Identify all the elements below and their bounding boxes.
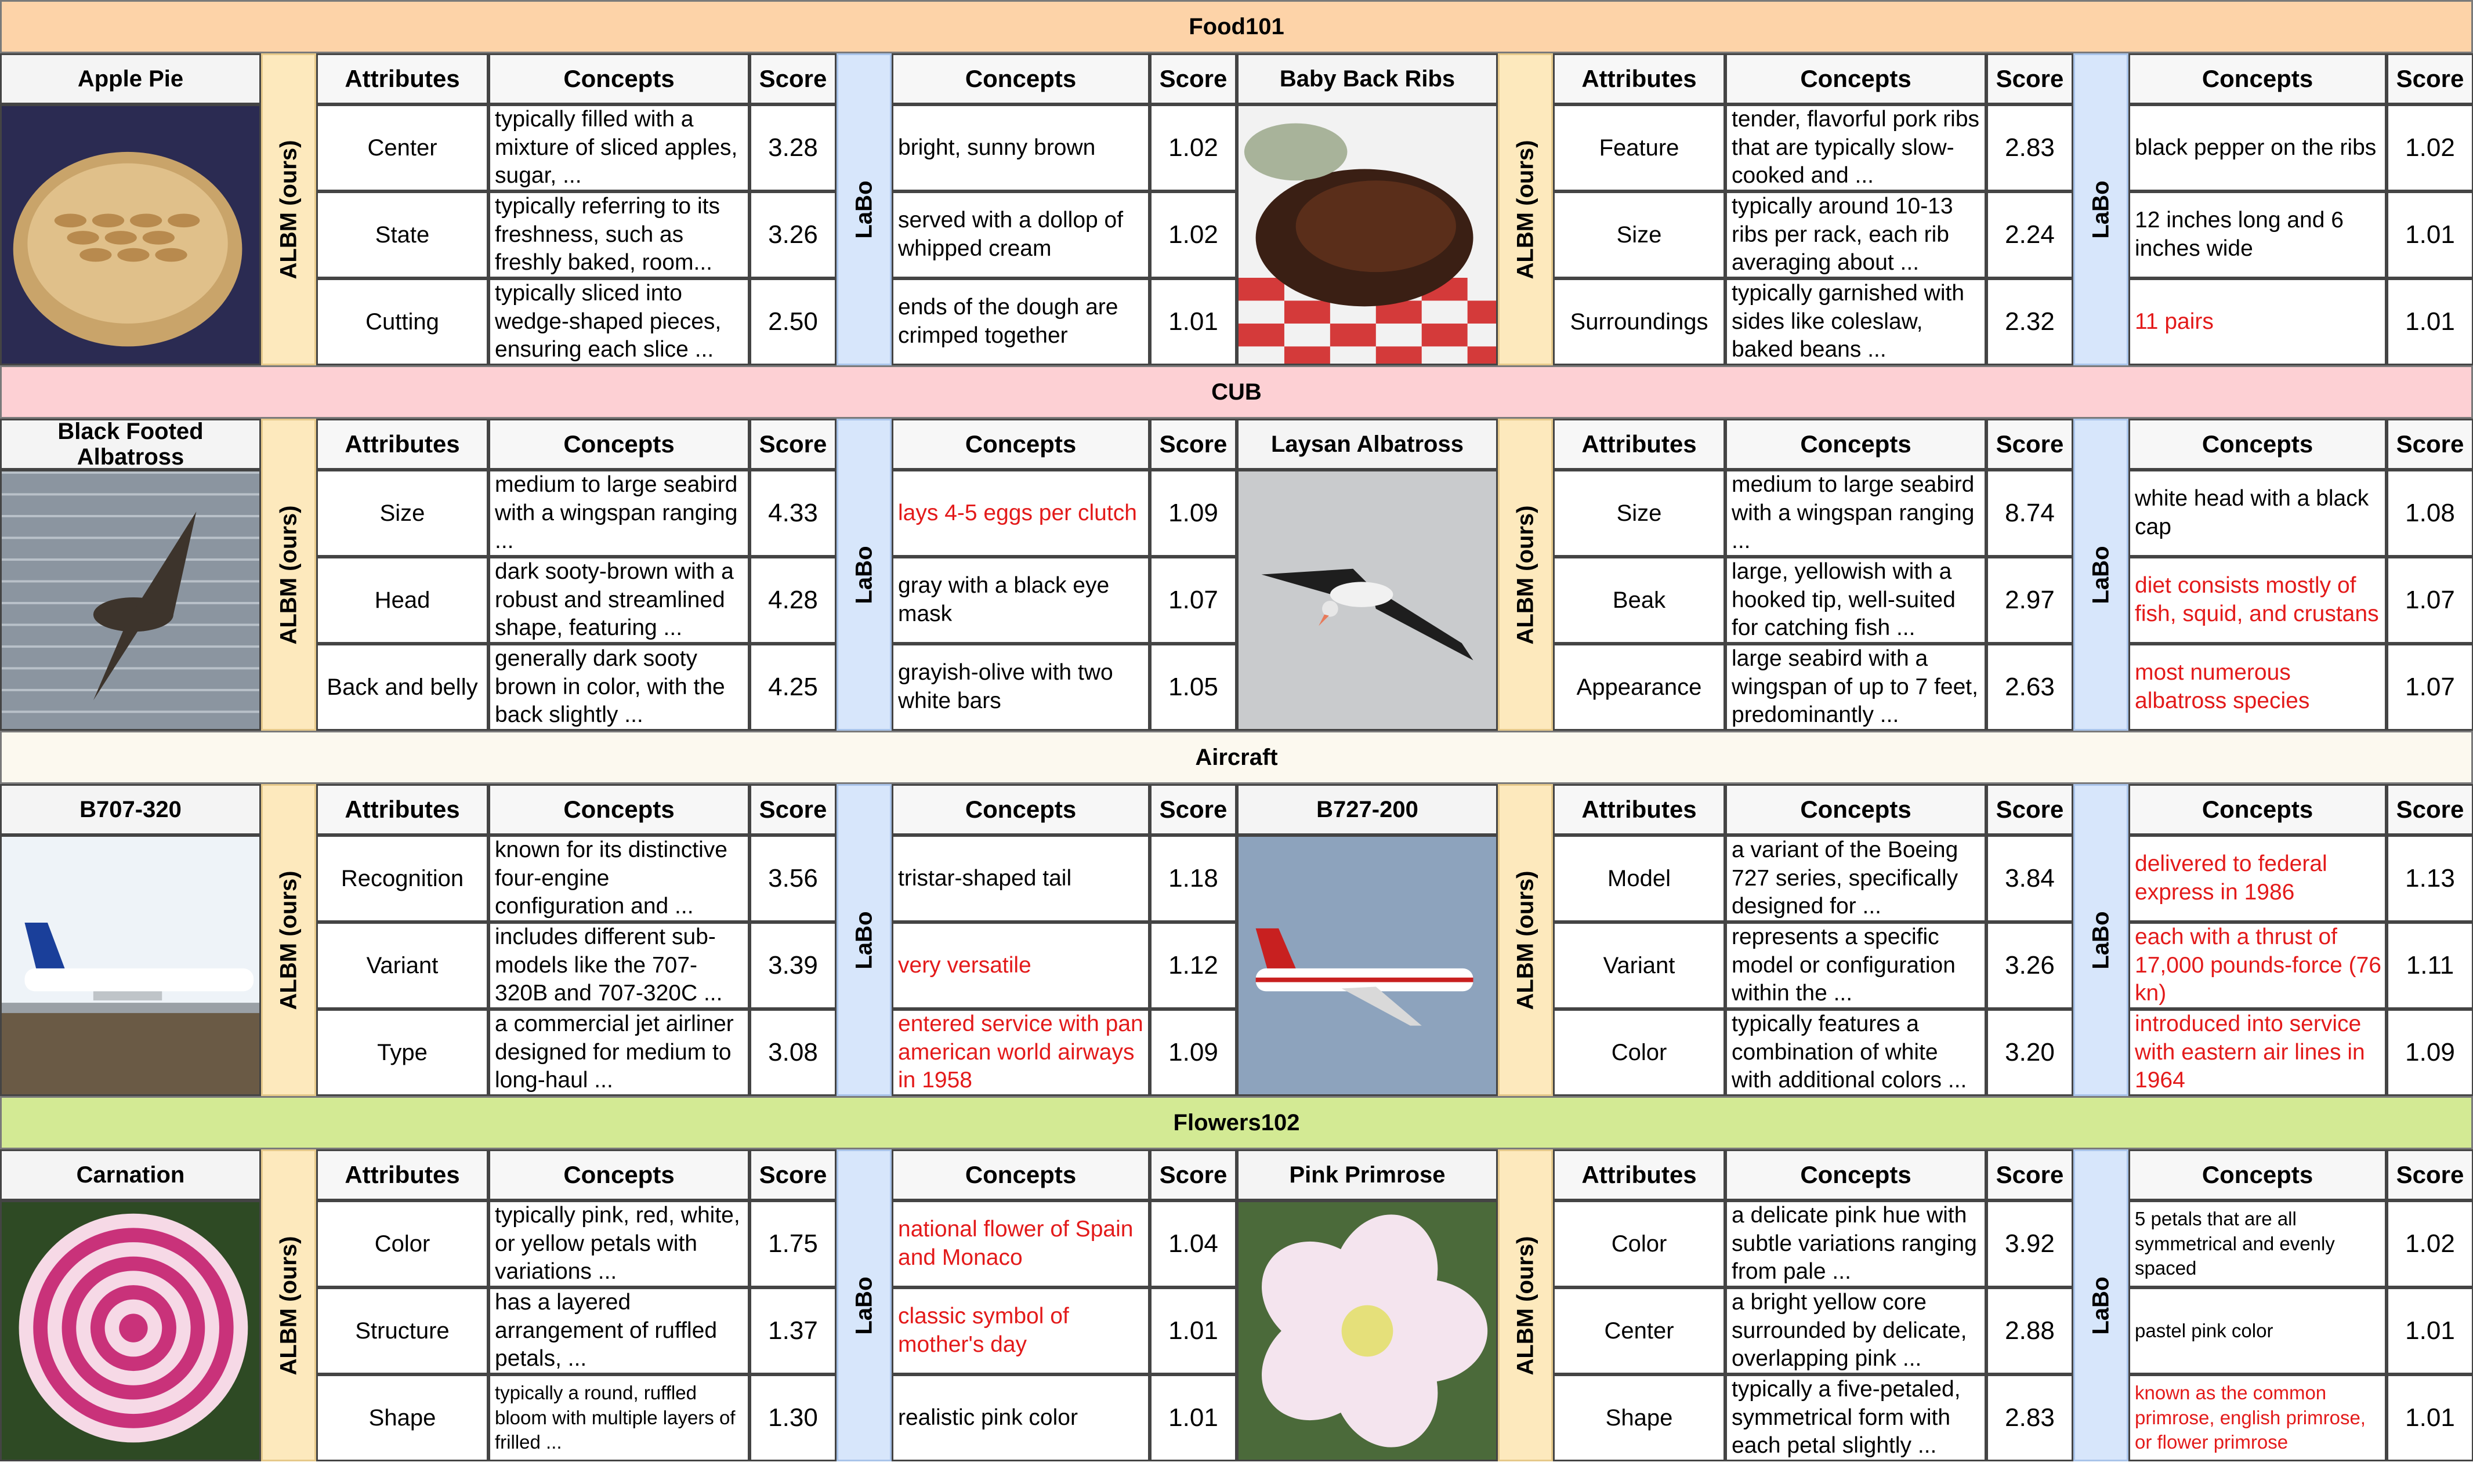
albm-score-cell: 2.24 bbox=[1986, 191, 2073, 278]
attribute-cell: Model bbox=[1553, 835, 1725, 922]
albm-label: ALBM (ours) bbox=[1512, 505, 1538, 644]
albm-score-cell: 8.74 bbox=[1986, 470, 2073, 557]
attributes-header: Attributes bbox=[316, 419, 488, 470]
labo-concepts-header: Concepts bbox=[2128, 1149, 2387, 1200]
labo-score-cell: 1.02 bbox=[1150, 104, 1237, 191]
albm-score-cell: 3.26 bbox=[749, 191, 837, 278]
image-name: Black Footed Albatross bbox=[0, 419, 261, 470]
labo-concept-cell: pastel pink color bbox=[2128, 1287, 2387, 1374]
b727-200-photo bbox=[1237, 835, 1498, 1096]
labo-concepts-header: Concepts bbox=[2128, 53, 2387, 104]
concepts-header: Concepts bbox=[488, 419, 749, 470]
labo-strip bbox=[2073, 419, 2128, 731]
labo-score-cell: 1.05 bbox=[1150, 644, 1237, 731]
albm-concept-cell: a commercial jet airliner designed for medium to long-haul ... bbox=[488, 1009, 749, 1096]
labo-strip bbox=[2073, 784, 2128, 1096]
attribute-cell: Variant bbox=[316, 922, 488, 1009]
labo-score-cell: 1.04 bbox=[1150, 1200, 1237, 1287]
attribute-cell: Size bbox=[1553, 470, 1725, 557]
baby-back-ribs-photo bbox=[1237, 104, 1498, 365]
albm-concept-cell: generally dark sooty brown in color, with the back slightly ... bbox=[488, 644, 749, 731]
labo-concept-cell: 11 pairs bbox=[2128, 278, 2387, 365]
attribute-cell: Center bbox=[316, 104, 488, 191]
attributes-header: Attributes bbox=[1553, 53, 1725, 104]
albm-concept-cell: represents a specific model or configuration within the ... bbox=[1725, 922, 1986, 1009]
labo-concept-cell: classic symbol of mother's day bbox=[892, 1287, 1150, 1374]
attribute-cell: Structure bbox=[316, 1287, 488, 1374]
albm-strip bbox=[261, 784, 316, 1096]
albm-score-cell: 2.63 bbox=[1986, 644, 2073, 731]
albm-strip bbox=[261, 419, 316, 731]
albm-score-cell: 3.20 bbox=[1986, 1009, 2073, 1096]
albm-concept-cell: typically a round, ruffled bloom with multiple layers of frilled ... bbox=[488, 1374, 749, 1461]
labo-score-cell: 1.01 bbox=[2387, 191, 2473, 278]
b707-320-photo bbox=[0, 835, 261, 1096]
albm-score-cell: 2.83 bbox=[1986, 1374, 2073, 1461]
labo-concept-cell: gray with a black eye mask bbox=[892, 557, 1150, 644]
attributes-header: Attributes bbox=[1553, 419, 1725, 470]
albm-label: ALBM (ours) bbox=[1512, 1236, 1538, 1375]
albm-concept-cell: tender, flavorful pork ribs that are typically slow-cooked and ... bbox=[1725, 104, 1986, 191]
albm-score-cell: 3.28 bbox=[749, 104, 837, 191]
albm-label: ALBM (ours) bbox=[276, 870, 301, 1010]
albm-score-cell: 3.39 bbox=[749, 922, 837, 1009]
labo-concept-cell: delivered to federal express in 1986 bbox=[2128, 835, 2387, 922]
labo-score-cell: 1.07 bbox=[2387, 644, 2473, 731]
albm-concept-cell: a variant of the Boeing 727 series, specifically designed for ... bbox=[1725, 835, 1986, 922]
labo-score-cell: 1.02 bbox=[2387, 104, 2473, 191]
image-name: Apple Pie bbox=[0, 53, 261, 104]
attribute-cell: Center bbox=[1553, 1287, 1725, 1374]
labo-label: LaBo bbox=[851, 911, 877, 969]
attribute-cell: Back and belly bbox=[316, 644, 488, 731]
attribute-cell: Variant bbox=[1553, 922, 1725, 1009]
attribute-cell: Surroundings bbox=[1553, 278, 1725, 365]
attribute-cell: Feature bbox=[1553, 104, 1725, 191]
albm-concept-cell: large, yellowish with a hooked tip, well-suited for catching fish ... bbox=[1725, 557, 1986, 644]
albm-strip bbox=[1498, 53, 1553, 365]
albm-concept-cell: includes different sub-models like the 707-320B and 707-320C ... bbox=[488, 922, 749, 1009]
albm-concept-cell: typically referring to its freshness, such as freshly baked, room... bbox=[488, 191, 749, 278]
labo-concept-cell: introduced into service with eastern air lines in 1964 bbox=[2128, 1009, 2387, 1096]
image-name: Carnation bbox=[0, 1149, 261, 1200]
labo-score-header: Score bbox=[1150, 1149, 1237, 1200]
labo-strip bbox=[837, 419, 892, 731]
albm-score-cell: 3.92 bbox=[1986, 1200, 2073, 1287]
attribute-cell: Head bbox=[316, 557, 488, 644]
albm-concept-cell: known for its distinctive four-engine configuration and ... bbox=[488, 835, 749, 922]
labo-concept-cell: served with a dollop of whipped cream bbox=[892, 191, 1150, 278]
labo-label: LaBo bbox=[2088, 1276, 2113, 1334]
carnation-photo bbox=[0, 1200, 261, 1461]
labo-score-cell: 1.09 bbox=[2387, 1009, 2473, 1096]
labo-score-cell: 1.02 bbox=[2387, 1200, 2473, 1287]
labo-label: LaBo bbox=[851, 546, 877, 604]
albm-score-cell: 3.56 bbox=[749, 835, 837, 922]
albm-concept-cell: a bright yellow core surrounded by delicate, overlapping pink ... bbox=[1725, 1287, 1986, 1374]
image-name: B707-320 bbox=[0, 784, 261, 835]
attributes-header: Attributes bbox=[1553, 1149, 1725, 1200]
labo-concept-cell: very versatile bbox=[892, 922, 1150, 1009]
labo-score-header: Score bbox=[2387, 784, 2473, 835]
albm-concept-cell: typically sliced into wedge-shaped pieces, ensuring each slice ... bbox=[488, 278, 749, 365]
labo-score-header: Score bbox=[2387, 53, 2473, 104]
albm-concept-cell: typically features a combination of white with additional colors ... bbox=[1725, 1009, 1986, 1096]
section-band-1: CUB bbox=[0, 365, 2473, 419]
albm-concept-cell: typically a five-petaled, symmetrical form with each petal slightly ... bbox=[1725, 1374, 1986, 1461]
albm-score-cell: 2.83 bbox=[1986, 104, 2073, 191]
score-header: Score bbox=[1986, 419, 2073, 470]
labo-label: LaBo bbox=[2088, 911, 2113, 969]
labo-label: LaBo bbox=[851, 180, 877, 238]
labo-label: LaBo bbox=[2088, 180, 2113, 238]
labo-score-cell: 1.09 bbox=[1150, 1009, 1237, 1096]
score-header: Score bbox=[749, 419, 837, 470]
albm-label: ALBM (ours) bbox=[276, 1236, 301, 1375]
albm-concept-cell: a delicate pink hue with subtle variations ranging from pale ... bbox=[1725, 1200, 1986, 1287]
labo-label: LaBo bbox=[851, 1276, 877, 1334]
attribute-cell: Appearance bbox=[1553, 644, 1725, 731]
albm-label: ALBM (ours) bbox=[1512, 140, 1538, 279]
section-band-3: Flowers102 bbox=[0, 1096, 2473, 1149]
albm-concept-cell: large seabird with a wingspan of up to 7 feet, predominantly ... bbox=[1725, 644, 1986, 731]
concepts-header: Concepts bbox=[488, 53, 749, 104]
albm-concept-cell: typically garnished with sides like coleslaw, baked beans ... bbox=[1725, 278, 1986, 365]
labo-concept-cell: entered service with pan american world airways in 1958 bbox=[892, 1009, 1150, 1096]
laysan-albatross-photo bbox=[1237, 470, 1498, 731]
attribute-cell: Color bbox=[1553, 1200, 1725, 1287]
labo-strip bbox=[837, 1149, 892, 1461]
labo-concept-cell: known as the common primrose, english primrose, or flower primrose bbox=[2128, 1374, 2387, 1461]
labo-concept-cell: 5 petals that are all symmetrical and evenly spaced bbox=[2128, 1200, 2387, 1287]
albm-score-cell: 3.08 bbox=[749, 1009, 837, 1096]
albm-label: ALBM (ours) bbox=[1512, 870, 1538, 1010]
attribute-cell: Cutting bbox=[316, 278, 488, 365]
image-name: Laysan Albatross bbox=[1237, 419, 1498, 470]
labo-concept-cell: most numerous albatross species bbox=[2128, 644, 2387, 731]
labo-concept-cell: national flower of Spain and Monaco bbox=[892, 1200, 1150, 1287]
albm-label: ALBM (ours) bbox=[276, 140, 301, 279]
labo-score-cell: 1.07 bbox=[1150, 557, 1237, 644]
labo-score-header: Score bbox=[1150, 784, 1237, 835]
attributes-header: Attributes bbox=[316, 784, 488, 835]
black-footed-albatross-photo bbox=[0, 470, 261, 731]
labo-strip bbox=[2073, 1149, 2128, 1461]
attribute-cell: Type bbox=[316, 1009, 488, 1096]
labo-concepts-header: Concepts bbox=[892, 784, 1150, 835]
labo-score-cell: 1.01 bbox=[1150, 1374, 1237, 1461]
attributes-header: Attributes bbox=[316, 1149, 488, 1200]
labo-concept-cell: lays 4-5 eggs per clutch bbox=[892, 470, 1150, 557]
score-header: Score bbox=[1986, 1149, 2073, 1200]
score-header: Score bbox=[1986, 53, 2073, 104]
section-band-0: Food101 bbox=[0, 0, 2473, 53]
labo-score-header: Score bbox=[1150, 53, 1237, 104]
labo-score-cell: 1.07 bbox=[2387, 557, 2473, 644]
concepts-header: Concepts bbox=[1725, 53, 1986, 104]
labo-score-header: Score bbox=[2387, 1149, 2473, 1200]
labo-score-cell: 1.01 bbox=[2387, 278, 2473, 365]
labo-concepts-header: Concepts bbox=[892, 419, 1150, 470]
concepts-header: Concepts bbox=[1725, 784, 1986, 835]
labo-strip bbox=[837, 53, 892, 365]
labo-concept-cell: black pepper on the ribs bbox=[2128, 104, 2387, 191]
labo-concepts-header: Concepts bbox=[892, 1149, 1150, 1200]
labo-score-cell: 1.01 bbox=[2387, 1287, 2473, 1374]
albm-score-cell: 2.32 bbox=[1986, 278, 2073, 365]
albm-score-cell: 2.97 bbox=[1986, 557, 2073, 644]
albm-score-cell: 2.88 bbox=[1986, 1287, 2073, 1374]
labo-score-header: Score bbox=[2387, 419, 2473, 470]
albm-strip bbox=[1498, 419, 1553, 731]
albm-label: ALBM (ours) bbox=[276, 505, 301, 644]
score-header: Score bbox=[749, 784, 837, 835]
score-header: Score bbox=[749, 1149, 837, 1200]
labo-concept-cell: white head with a black cap bbox=[2128, 470, 2387, 557]
labo-concept-cell: 12 inches long and 6 inches wide bbox=[2128, 191, 2387, 278]
albm-concept-cell: medium to large seabird with a wingspan ranging ... bbox=[488, 470, 749, 557]
albm-concept-cell: has a layered arrangement of ruffled petals, ... bbox=[488, 1287, 749, 1374]
albm-score-cell: 2.50 bbox=[749, 278, 837, 365]
attribute-cell: Beak bbox=[1553, 557, 1725, 644]
albm-score-cell: 1.37 bbox=[749, 1287, 837, 1374]
labo-score-cell: 1.02 bbox=[1150, 191, 1237, 278]
labo-score-cell: 1.13 bbox=[2387, 835, 2473, 922]
labo-concept-cell: ends of the dough are crimped together bbox=[892, 278, 1150, 365]
score-header: Score bbox=[749, 53, 837, 104]
albm-strip bbox=[1498, 784, 1553, 1096]
labo-score-cell: 1.01 bbox=[1150, 278, 1237, 365]
labo-concept-cell: bright, sunny brown bbox=[892, 104, 1150, 191]
pink-primrose-photo bbox=[1237, 1200, 1498, 1461]
image-name: Pink Primrose bbox=[1237, 1149, 1498, 1200]
attribute-cell: Size bbox=[1553, 191, 1725, 278]
labo-concept-cell: tristar-shaped tail bbox=[892, 835, 1150, 922]
labo-concept-cell: realistic pink color bbox=[892, 1374, 1150, 1461]
labo-concepts-header: Concepts bbox=[892, 53, 1150, 104]
attribute-cell: Recognition bbox=[316, 835, 488, 922]
albm-concept-cell: typically pink, red, white, or yellow petals with variations ... bbox=[488, 1200, 749, 1287]
labo-score-cell: 1.12 bbox=[1150, 922, 1237, 1009]
albm-score-cell: 4.28 bbox=[749, 557, 837, 644]
apple-pie-photo bbox=[0, 104, 261, 365]
albm-concept-cell: dark sooty-brown with a robust and streamlined shape, featuring ... bbox=[488, 557, 749, 644]
albm-strip bbox=[261, 1149, 316, 1461]
labo-score-cell: 1.11 bbox=[2387, 922, 2473, 1009]
concepts-header: Concepts bbox=[1725, 419, 1986, 470]
attribute-cell: Size bbox=[316, 470, 488, 557]
albm-score-cell: 4.33 bbox=[749, 470, 837, 557]
labo-concept-cell: each with a thrust of 17,000 pounds-force (76 kn) bbox=[2128, 922, 2387, 1009]
attribute-cell: State bbox=[316, 191, 488, 278]
score-header: Score bbox=[1986, 784, 2073, 835]
albm-strip bbox=[261, 53, 316, 365]
labo-concept-cell: grayish-olive with two white bars bbox=[892, 644, 1150, 731]
albm-score-cell: 3.84 bbox=[1986, 835, 2073, 922]
labo-score-cell: 1.08 bbox=[2387, 470, 2473, 557]
albm-concept-cell: medium to large seabird with a wingspan ranging ... bbox=[1725, 470, 1986, 557]
labo-concepts-header: Concepts bbox=[2128, 784, 2387, 835]
image-name: Baby Back Ribs bbox=[1237, 53, 1498, 104]
attributes-header: Attributes bbox=[1553, 784, 1725, 835]
image-name: B727-200 bbox=[1237, 784, 1498, 835]
albm-score-cell: 1.30 bbox=[749, 1374, 837, 1461]
albm-score-cell: 1.75 bbox=[749, 1200, 837, 1287]
albm-score-cell: 4.25 bbox=[749, 644, 837, 731]
labo-strip bbox=[2073, 53, 2128, 365]
concepts-header: Concepts bbox=[1725, 1149, 1986, 1200]
labo-score-header: Score bbox=[1150, 419, 1237, 470]
albm-score-cell: 3.26 bbox=[1986, 922, 2073, 1009]
concepts-header: Concepts bbox=[488, 784, 749, 835]
attributes-header: Attributes bbox=[316, 53, 488, 104]
labo-score-cell: 1.18 bbox=[1150, 835, 1237, 922]
attribute-cell: Shape bbox=[316, 1374, 488, 1461]
attribute-cell: Color bbox=[1553, 1009, 1725, 1096]
labo-concepts-header: Concepts bbox=[2128, 419, 2387, 470]
labo-concept-cell: diet consists mostly of fish, squid, and crustans bbox=[2128, 557, 2387, 644]
attribute-cell: Color bbox=[316, 1200, 488, 1287]
attribute-cell: Shape bbox=[1553, 1374, 1725, 1461]
section-band-2: Aircraft bbox=[0, 731, 2473, 784]
labo-score-cell: 1.01 bbox=[1150, 1287, 1237, 1374]
labo-score-cell: 1.01 bbox=[2387, 1374, 2473, 1461]
labo-strip bbox=[837, 784, 892, 1096]
labo-label: LaBo bbox=[2088, 546, 2113, 604]
albm-concept-cell: typically around 10-13 ribs per rack, each rib averaging about ... bbox=[1725, 191, 1986, 278]
albm-concept-cell: typically filled with a mixture of sliced apples, sugar, ... bbox=[488, 104, 749, 191]
labo-score-cell: 1.09 bbox=[1150, 470, 1237, 557]
concepts-header: Concepts bbox=[488, 1149, 749, 1200]
albm-strip bbox=[1498, 1149, 1553, 1461]
